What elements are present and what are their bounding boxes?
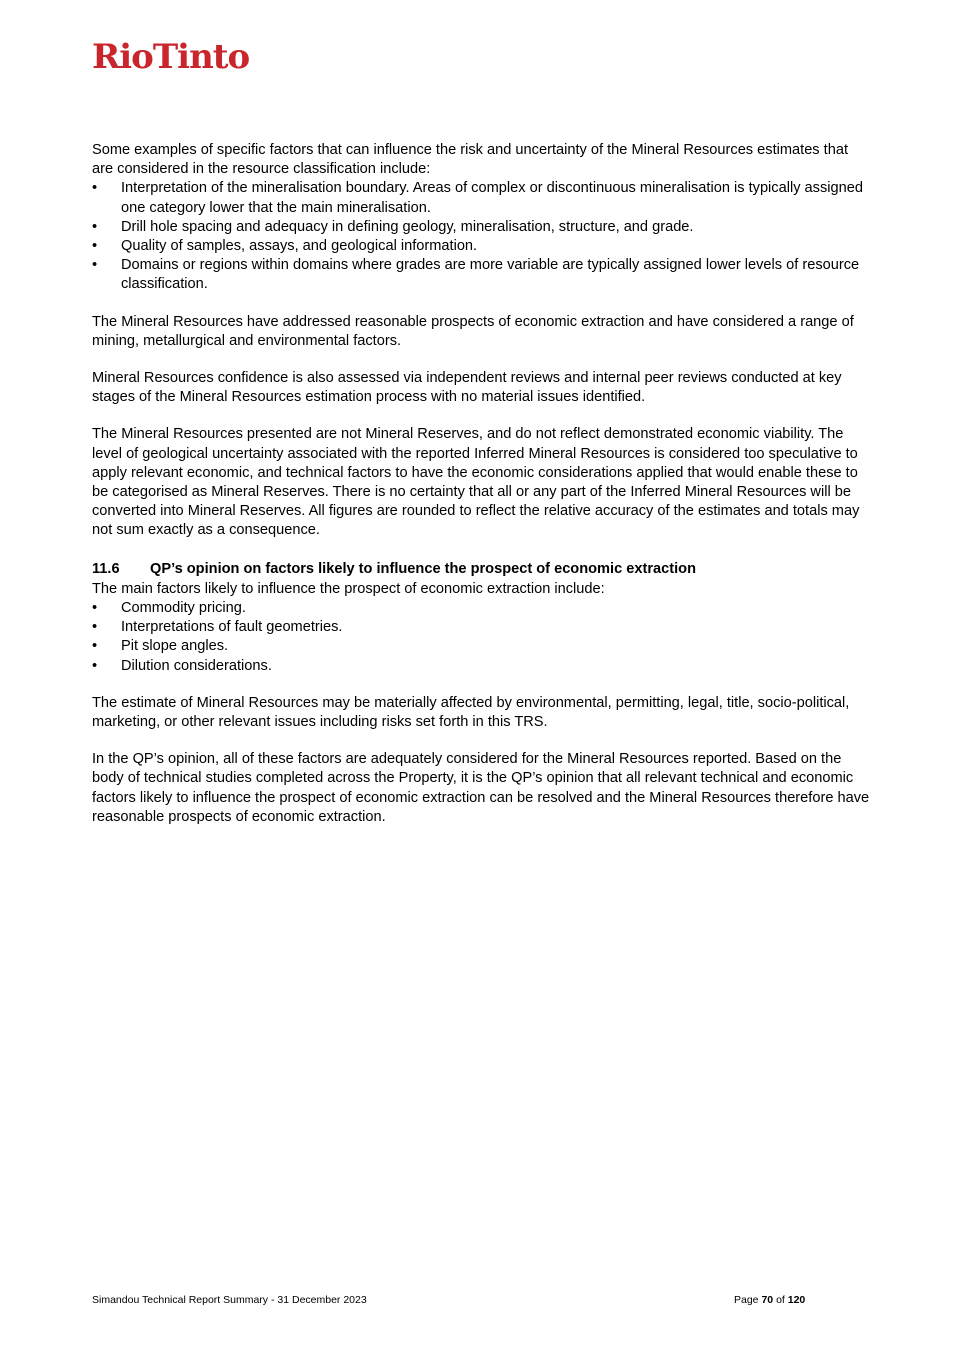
list-item-text: Interpretation of the mineralisation boundary. Areas of complex or discontinuous mineralisation is typically assigned one category lower that the main mineralisation. xyxy=(121,180,863,216)
section-paragraph: In the QP’s opinion, all of these factors are adequately considered for the Mineral Resources reported. Based on the body of technical studies completed across the Property, it is the QP’s opinion that all relevant technical and economic factors likely to influence the prospect of economic extraction can be resolved and the Mineral Resources therefore have reasonable prospects of economic extraction. xyxy=(92,751,870,825)
list-item xyxy=(92,599,872,618)
body-paragraph: The Mineral Resources have addressed reasonable prospects of economic extraction and have considered a range of mining, metallurgical and environmental factors. xyxy=(92,313,854,349)
intro-bullet-list xyxy=(92,179,872,294)
body-paragraph: Mineral Resources confidence is also assessed via independent reviews and internal peer reviews conducted at key stages of the Mineral Resources estimation process with no material issues identified. xyxy=(92,370,842,406)
list-item xyxy=(92,179,872,217)
total-pages: 120 xyxy=(787,1294,806,1306)
section-bullet-list xyxy=(92,599,872,676)
bullet-icon: • xyxy=(92,619,98,636)
current-page-number: 70 xyxy=(761,1294,774,1306)
document-body xyxy=(92,141,872,845)
list-item xyxy=(92,618,872,637)
list-item-text: Pit slope angles. xyxy=(121,638,229,655)
bullet-icon: • xyxy=(92,218,98,235)
section-lead: The main factors likely to influence the prospect of economic extraction include: xyxy=(92,580,605,597)
section-title: QP’s opinion on factors likely to influence the prospect of economic extraction xyxy=(150,560,697,577)
section-number: 11.6 xyxy=(92,560,120,577)
bullet-icon: • xyxy=(92,180,98,197)
rio-tinto-logo: RioTinto xyxy=(92,37,250,77)
bullet-icon: • xyxy=(92,657,98,674)
list-item xyxy=(92,256,872,294)
list-item xyxy=(92,657,872,676)
page-word: Page xyxy=(734,1294,759,1306)
list-item xyxy=(92,637,872,656)
body-paragraph: The Mineral Resources presented are not Mineral Reserves, and do not reflect demonstrated economic viability. The level of geological uncertainty associated with the reported Inferred Mineral Resources is considered too speculative to apply relevant economic, and technical factors to have the economic considerations applied that would enable these to be categorised as Mineral Reserves. There is no certainty that all or any part of the Inferred Mineral Resources will be converted into Mineral Reserves. All figures are rounded to reflect the relative accuracy of the estimates and totals may not sum exactly as a consequence. xyxy=(92,426,860,539)
list-item xyxy=(92,218,872,237)
section-paragraph: The estimate of Mineral Resources may be materially affected by environmental, permitting, legal, title, socio-political, marketing, or other relevant issues including risks set forth in this TRS. xyxy=(92,694,850,731)
list-item-text: Drill hole spacing and adequacy in defining geology, mineralisation, structure, and grade. xyxy=(121,218,694,235)
list-item-text: Dilution considerations. xyxy=(121,657,272,674)
list-item-text: Commodity pricing. xyxy=(121,600,246,617)
list-item xyxy=(92,237,872,256)
bullet-icon: • xyxy=(92,238,98,255)
bullet-icon: • xyxy=(92,600,98,617)
intro-paragraph: Some examples of specific factors that can influence the risk and uncertainty of the Mineral Resources estimates that are considered in the resource classification include: xyxy=(92,142,849,178)
list-item-text: Quality of samples, assays, and geological information. xyxy=(121,238,478,255)
list-item-text: Domains or regions within domains where grades are more variable are typically assigned lower levels of resource classification. xyxy=(121,257,860,293)
page-number-indicator xyxy=(734,1294,805,1306)
bullet-icon: • xyxy=(92,257,98,274)
bullet-icon: • xyxy=(92,638,98,655)
section-heading xyxy=(92,560,872,579)
footer-document-title: Simandou Technical Report Summary - 31 December 2023 xyxy=(92,1294,367,1306)
of-word: of xyxy=(776,1294,785,1306)
list-item-text: Interpretations of fault geometries. xyxy=(121,619,343,636)
